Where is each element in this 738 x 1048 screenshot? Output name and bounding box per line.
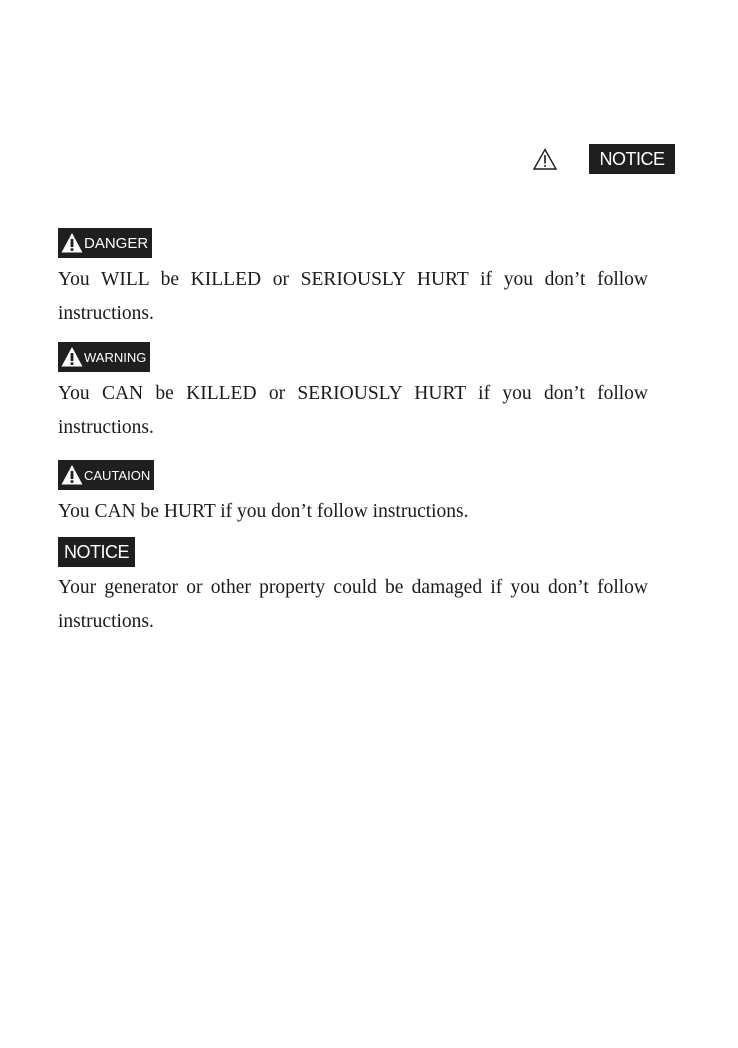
warning-triangle-outline-icon bbox=[533, 148, 557, 170]
warning-badge bbox=[58, 342, 150, 372]
caution-badge bbox=[58, 460, 154, 490]
warning-label: WARNING bbox=[84, 349, 147, 365]
notice-text: Your generator or other property could be damaged if you don’t follow instructions. bbox=[58, 577, 648, 632]
caution-text: You CAN be HURT if you don’t follow instructions. bbox=[58, 501, 469, 522]
notice-section bbox=[58, 537, 648, 639]
caution-section bbox=[58, 460, 648, 529]
caution-label: CAUTAION bbox=[84, 467, 151, 483]
notice-badge bbox=[58, 537, 135, 567]
warning-text: You CAN be KILLED or SERIOUSLY HURT if you don’t follow instructions. bbox=[58, 383, 648, 438]
danger-label: DANGER bbox=[84, 234, 149, 252]
warning-triangle-icon bbox=[61, 464, 83, 486]
notice-label: NOTICE bbox=[64, 541, 130, 562]
warning-triangle-icon bbox=[61, 346, 83, 368]
notice-badge-header: NOTICE bbox=[589, 144, 675, 174]
danger-badge bbox=[58, 228, 152, 258]
header-symbols bbox=[531, 144, 681, 174]
danger-text: You WILL be KILLED or SERIOUSLY HURT if you don’t follow instructions. bbox=[58, 269, 648, 324]
danger-section bbox=[58, 228, 648, 331]
warning-section bbox=[58, 342, 648, 445]
warning-triangle-icon bbox=[61, 232, 83, 254]
